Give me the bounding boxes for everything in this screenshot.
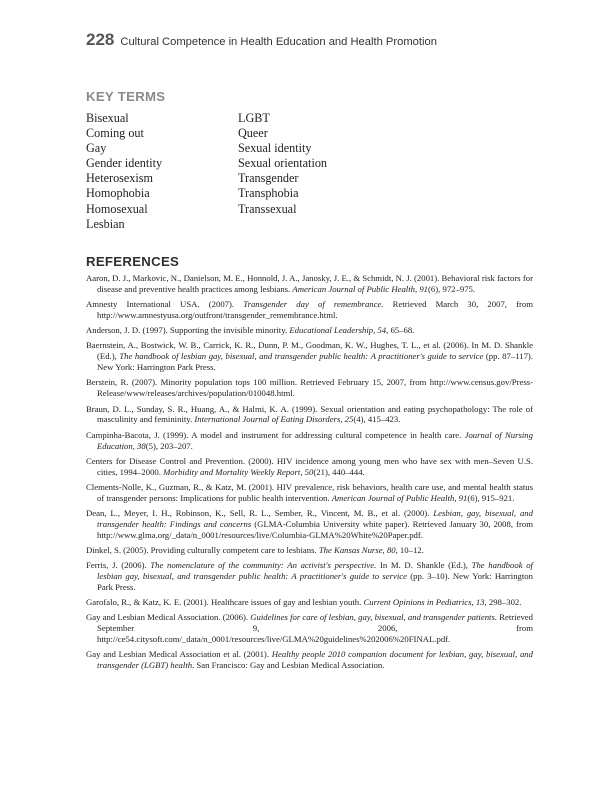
reference-text: Braun, D. L., Sunday, S. R., Huang, A., & Halmi, K. A. (1999). Sexual orientation and eating psychopathology: The role of masculinity and femininity.	[86, 403, 533, 425]
key-terms-right-column	[238, 111, 327, 217]
running-title: Cultural Competence in Health Education and Health Promotion	[120, 36, 437, 48]
reference-text: Aaron, D. J., Markovic, N., Danielson, M. E., Honnold, J. A., Janosky, J. E., & Schmidt, N. J. (2001). Behavioral risk factors for disease and preventive health practices among lesbians.	[86, 273, 533, 294]
reference-text: Retrieved March 30, 2007, from http://www.amnestyusa.org/outfront/transgender_remembrance.html.	[97, 299, 533, 321]
key-term: Transgender	[238, 171, 299, 186]
reference-text: Dinkel, S. (2005). Providing culturally competent care to lesbians.	[86, 545, 319, 555]
reference-text: Amnesty International USA. (2007).	[86, 299, 244, 310]
key-term: Gay	[86, 141, 107, 156]
reference-entry	[86, 560, 533, 593]
reference-italic-text: American Journal of Public Health, 91	[292, 283, 429, 294]
reference-text: Gay and Lesbian Medical Association et al. (2001).	[86, 649, 272, 660]
key-term: Bisexual	[86, 111, 129, 125]
reference-italic-text: Transgender day of remembrance.	[243, 299, 384, 310]
key-term: Coming out	[86, 126, 144, 141]
key-term: Transphobia	[238, 186, 299, 201]
reference-italic-text: Current Opinions in Pediatrics, 13	[363, 597, 485, 608]
key-term: Homophobia	[86, 186, 150, 201]
key-term: Lesbian	[86, 216, 125, 231]
reference-text: , 298–302.	[484, 597, 522, 608]
reference-text: (pp. 3–10). New York: Harrington Park Press.	[97, 571, 533, 593]
reference-entry	[86, 597, 533, 608]
reference-italic-text: The nomenclature of the community: An activist's perspective.	[150, 560, 377, 571]
reference-text: Ferris, J. (2006).	[86, 560, 151, 571]
reference-entry	[86, 299, 533, 321]
reference-text: Berstein, R. (2007). Minority population tops 100 million. Retrieved February 15, 2007, from http://www.census.gov/Press-Release/www/releases/archives/population/010048.html.	[86, 377, 533, 399]
running-head	[86, 30, 437, 50]
reference-italic-text: Guidelines for care of lesbian, gay, bisexual, and transgender patients.	[250, 612, 498, 623]
reference-italic-text: The handbook of lesbian gay, bisexual, and transgender public health: A practitioner's guide to service	[119, 351, 484, 362]
reference-entry	[86, 545, 533, 556]
reference-entry	[86, 649, 533, 671]
reference-text: (pp. 87–117). New York: Harrington Park Press.	[97, 351, 533, 373]
key-term: Gender identity	[86, 156, 163, 171]
reference-text: (6), 915–921.	[467, 492, 515, 503]
reference-text: (4), 415–423.	[353, 414, 401, 425]
key-term: Sexual identity	[238, 141, 312, 156]
reference-italic-text: International Journal of Eating Disorders, 25	[194, 414, 354, 425]
reference-italic-text: Educational Leadership, 54	[289, 325, 387, 336]
reference-text: , 65–68.	[386, 325, 415, 336]
reference-entry	[86, 325, 533, 336]
key-term: Homosexual	[86, 201, 148, 216]
reference-text: Campinha-Bacota, J. (1999). A model and instrument for addressing cultural competence in health care.	[86, 429, 465, 440]
reference-text: Dean, L., Meyer, I. H., Robinson, K., Sell, R. L., Sember, R., Vincent, M. B., et al. (2000).	[86, 507, 434, 518]
reference-entry	[86, 404, 533, 426]
reference-italic-text: The Kansas Nurse, 80	[318, 545, 396, 555]
reference-text: . San Francisco: Gay and Lesbian Medical Association.	[192, 660, 385, 671]
reference-entry	[86, 612, 533, 645]
reference-entry	[86, 430, 533, 452]
reference-entry	[86, 482, 533, 504]
reference-text: In M. D. Shankle (Ed.),	[376, 560, 472, 571]
reference-entry	[86, 508, 533, 541]
reference-entry	[86, 273, 533, 295]
page-number: 228	[86, 30, 115, 49]
key-term: Queer	[238, 126, 268, 141]
reference-list	[86, 273, 533, 676]
key-term: LGBT	[238, 111, 270, 125]
key-term: Transsexual	[238, 201, 297, 216]
references-heading: REFERENCES	[86, 254, 180, 269]
reference-text: Clements-Nolle, K., Guzman, R., & Katz, M. (2001). HIV prevalence, risk behaviors, health care use, and mental health status of transgender persons: Implications for public health intervention.	[86, 481, 533, 503]
reference-entry	[86, 377, 533, 399]
reference-italic-text: Healthy people 2010 companion document for lesbian, gay, bisexual, and transgender (LGBT) health	[97, 649, 533, 671]
reference-italic-text: American Journal of Public Health, 91	[331, 492, 468, 503]
reference-text: Gay and Lesbian Medical Association. (2006).	[86, 612, 251, 623]
reference-text: Anderson, J. D. (1997). Supporting the invisible minority.	[86, 325, 290, 336]
reference-text: Garofalo, R., & Katz, K. E. (2001). Healthcare issues of gay and lesbian youth.	[86, 597, 364, 608]
reference-text: (5), 203–207.	[145, 440, 193, 451]
key-terms-heading: KEY TERMS	[86, 89, 166, 104]
reference-italic-text: Morbidity and Mortality Weekly Report, 50	[163, 466, 314, 477]
key-terms-left-column	[86, 111, 162, 232]
reference-text: , 10–12.	[395, 545, 424, 555]
reference-text: Centers for Disease Control and Prevention. (2000). HIV incidence among young men who have sex with men–Seven U.S. cities, 1994–2000.	[86, 455, 533, 477]
reference-entry	[86, 456, 533, 478]
reference-text: (21), 440–444.	[313, 466, 365, 477]
reference-italic-text: Journal of Nursing Education, 38	[97, 429, 533, 451]
reference-italic-text: The handbook of lesbian gay, bisexual, and transgender public health: A practitioner's guide to service	[97, 560, 533, 582]
reference-text: Baernstein, A., Bostwick, W. B., Carrick, K. R., Dunn, P. M., Goodman, K. W., Hughes, T. L., et al. (2006). In M. D. Shankle (Ed.),	[86, 340, 533, 362]
reference-text: (GLMA-Columbia University white paper). Retrieved January 30, 2008, from http://www.glma.org/_data/n_0001/resources/live/Columbia-GLMA%20White%20Paper.pdf.	[97, 518, 533, 540]
key-term: Heterosexism	[86, 171, 154, 186]
reference-text: (6), 972–975.	[428, 283, 476, 294]
reference-italic-text: Lesbian, gay, bisexual, and transgender health: Findings and concerns	[97, 507, 533, 529]
reference-text: Retrieved September 9, 2006, from http://ce54.citysoft.com/_data/n_0001/resources/live/GLMA%20guidelines%202006%20FINAL.pdf.	[97, 612, 533, 645]
key-term: Sexual orientation	[238, 156, 328, 171]
reference-entry	[86, 340, 533, 373]
